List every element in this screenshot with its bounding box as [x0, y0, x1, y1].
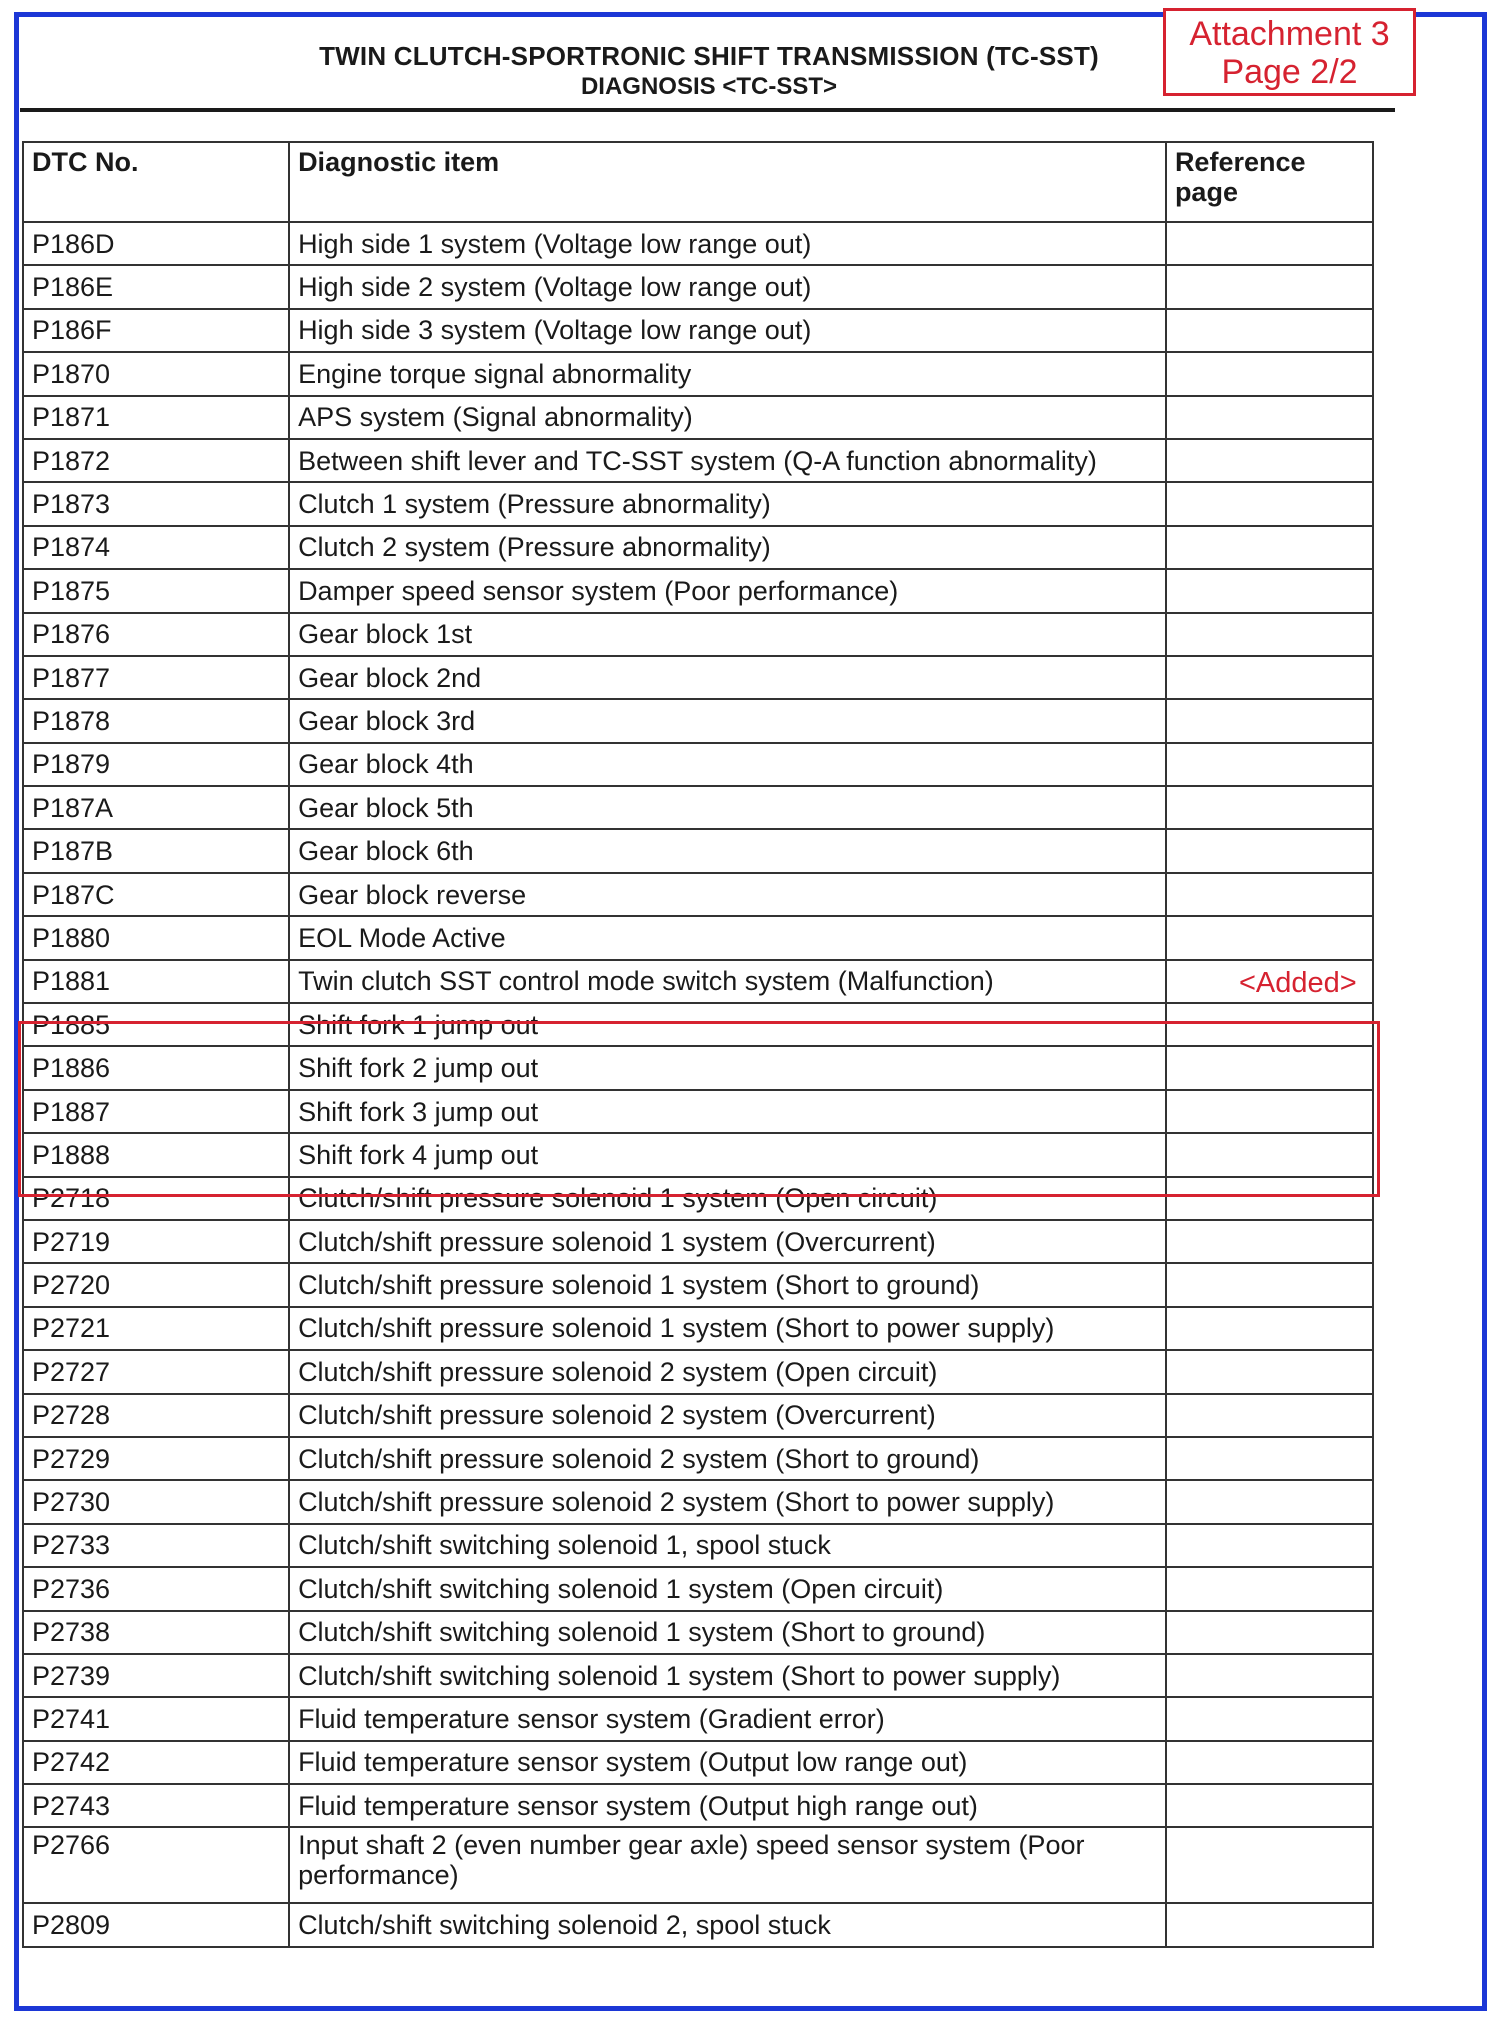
table-row — [23, 1903, 1373, 1946]
table-row — [23, 1350, 1373, 1393]
diagnostic-item-cell: Damper speed sensor system (Poor performance) — [289, 569, 1166, 612]
attachment-stamp — [1163, 8, 1416, 96]
diagnostic-item-cell: Fluid temperature sensor system (Gradient error) — [289, 1697, 1166, 1740]
table-row — [23, 482, 1373, 525]
diagnostic-item-cell: Shift fork 1 jump out — [289, 1003, 1166, 1046]
reference-page-cell — [1166, 829, 1373, 872]
reference-page-cell — [1166, 569, 1373, 612]
diagnostic-item-cell: Clutch/shift switching solenoid 1, spool stuck — [289, 1524, 1166, 1567]
dtc-code-cell: P2721 — [23, 1307, 289, 1350]
table-row — [23, 873, 1373, 916]
reference-page-cell — [1166, 656, 1373, 699]
table-row — [23, 829, 1373, 872]
dtc-code-cell: P2766 — [23, 1827, 289, 1903]
table-row — [23, 786, 1373, 829]
dtc-code-cell: P2730 — [23, 1480, 289, 1523]
reference-page-cell — [1166, 1437, 1373, 1480]
reference-page-cell — [1166, 1046, 1373, 1089]
dtc-code-cell: P1888 — [23, 1133, 289, 1176]
table-row — [23, 656, 1373, 699]
reference-page-cell — [1166, 1133, 1373, 1176]
reference-page-cell — [1166, 1611, 1373, 1654]
dtc-code-cell: P186F — [23, 309, 289, 352]
table-row — [23, 1611, 1373, 1654]
diagnostic-item-cell: Gear block 6th — [289, 829, 1166, 872]
dtc-code-cell: P1879 — [23, 743, 289, 786]
table-row — [23, 222, 1373, 265]
dtc-code-cell: P1870 — [23, 352, 289, 395]
reference-page-cell — [1166, 699, 1373, 742]
table-row — [23, 352, 1373, 395]
reference-page-cell — [1166, 265, 1373, 308]
dtc-code-cell: P2727 — [23, 1350, 289, 1393]
dtc-code-cell: P1873 — [23, 482, 289, 525]
diagnostic-item-cell: Clutch/shift switching solenoid 1 system (Short to power supply) — [289, 1654, 1166, 1697]
table-row — [23, 396, 1373, 439]
table-row — [23, 1177, 1373, 1220]
reference-page-cell — [1166, 222, 1373, 265]
reference-page-cell — [1166, 482, 1373, 525]
dtc-code-cell: P186E — [23, 265, 289, 308]
diagnostic-item-cell: Shift fork 3 jump out — [289, 1090, 1166, 1133]
dtc-code-cell: P1876 — [23, 613, 289, 656]
table-row — [23, 1090, 1373, 1133]
attachment-label: Attachment 3 — [1189, 15, 1390, 53]
dtc-code-cell: P2733 — [23, 1524, 289, 1567]
dtc-code-cell: P2739 — [23, 1654, 289, 1697]
dtc-code-cell: P1872 — [23, 439, 289, 482]
reference-page-cell — [1166, 1394, 1373, 1437]
diagnostic-item-cell: Fluid temperature sensor system (Output low range out) — [289, 1741, 1166, 1784]
table-row — [23, 1263, 1373, 1306]
reference-page-cell — [1166, 1827, 1373, 1903]
table-row — [23, 1567, 1373, 1610]
diagnostic-item-cell: Twin clutch SST control mode switch system (Malfunction) — [289, 960, 1166, 1003]
reference-page-cell — [1166, 1903, 1373, 1946]
table-row — [23, 526, 1373, 569]
diagnostic-item-cell: Between shift lever and TC-SST system (Q-A function abnormality) — [289, 439, 1166, 482]
table-row — [23, 439, 1373, 482]
table-row — [23, 1480, 1373, 1523]
document-title: TWIN CLUTCH-SPORTRONIC SHIFT TRANSMISSION (TC-SST) — [319, 41, 1099, 71]
diagnostic-item-cell: Clutch/shift pressure solenoid 1 system (Short to power supply) — [289, 1307, 1166, 1350]
reference-page-cell — [1166, 1524, 1373, 1567]
table-row — [23, 309, 1373, 352]
diagnostic-item-cell: Clutch/shift pressure solenoid 1 system (Open circuit) — [289, 1177, 1166, 1220]
dtc-code-cell: P2736 — [23, 1567, 289, 1610]
table-row — [23, 960, 1373, 1003]
table-row — [23, 699, 1373, 742]
reference-page-cell — [1166, 1741, 1373, 1784]
diagnostic-item-cell: Shift fork 2 jump out — [289, 1046, 1166, 1089]
table-row — [23, 916, 1373, 959]
dtc-code-cell: P1871 — [23, 396, 289, 439]
column-header-dtc: DTC No. — [23, 142, 289, 222]
dtc-code-cell: P2743 — [23, 1784, 289, 1827]
diagnostic-item-cell: Gear block 1st — [289, 613, 1166, 656]
reference-page-cell — [1166, 916, 1373, 959]
column-header-item: Diagnostic item — [289, 142, 1166, 222]
dtc-code-cell: P2728 — [23, 1394, 289, 1437]
dtc-code-cell: P2719 — [23, 1220, 289, 1263]
reference-page-cell — [1166, 613, 1373, 656]
reference-page-cell — [1166, 1090, 1373, 1133]
dtc-code-cell: P187B — [23, 829, 289, 872]
table-row — [23, 743, 1373, 786]
table-header-row — [23, 142, 1373, 222]
table-body — [23, 222, 1373, 1947]
reference-page-cell — [1166, 1220, 1373, 1263]
dtc-code-cell: P186D — [23, 222, 289, 265]
dtc-code-cell: P1880 — [23, 916, 289, 959]
reference-page-cell — [1166, 1697, 1373, 1740]
column-header-ref: Reference page — [1166, 142, 1373, 222]
reference-page-cell — [1166, 743, 1373, 786]
table-row — [23, 1003, 1373, 1046]
reference-page-cell — [1166, 1263, 1373, 1306]
diagnostic-item-cell: Clutch/shift switching solenoid 1 system (Open circuit) — [289, 1567, 1166, 1610]
table-row — [23, 1046, 1373, 1089]
diagnostic-item-cell: APS system (Signal abnormality) — [289, 396, 1166, 439]
table-row — [23, 1827, 1373, 1903]
table-row — [23, 613, 1373, 656]
dtc-code-cell: P187C — [23, 873, 289, 916]
reference-page-cell — [1166, 873, 1373, 916]
diagnostic-item-cell: Gear block 5th — [289, 786, 1166, 829]
table-row — [23, 1524, 1373, 1567]
diagnostic-item-cell: Clutch/shift switching solenoid 1 system (Short to ground) — [289, 1611, 1166, 1654]
table-row — [23, 1220, 1373, 1263]
reference-page-cell — [1166, 1567, 1373, 1610]
document-subtitle: DIAGNOSIS <TC-SST> — [580, 73, 838, 100]
reference-page-cell — [1166, 439, 1373, 482]
table-row — [23, 1133, 1373, 1176]
diagnostic-item-cell: Gear block 2nd — [289, 656, 1166, 699]
dtc-code-cell: P2729 — [23, 1437, 289, 1480]
reference-page-cell — [1166, 786, 1373, 829]
diagnostic-item-cell: EOL Mode Active — [289, 916, 1166, 959]
diagnostic-item-cell: Shift fork 4 jump out — [289, 1133, 1166, 1176]
reference-page-cell — [1166, 1480, 1373, 1523]
dtc-code-cell: P1878 — [23, 699, 289, 742]
reference-page-cell — [1166, 1784, 1373, 1827]
diagnostic-item-cell: Gear block reverse — [289, 873, 1166, 916]
table-row — [23, 1784, 1373, 1827]
header-divider — [20, 108, 1395, 112]
table-row — [23, 1741, 1373, 1784]
diagnostic-item-cell: Fluid temperature sensor system (Output high range out) — [289, 1784, 1166, 1827]
dtc-code-cell: P2720 — [23, 1263, 289, 1306]
dtc-code-cell: P1875 — [23, 569, 289, 612]
diagnostic-item-cell: Clutch/shift pressure solenoid 2 system (Short to ground) — [289, 1437, 1166, 1480]
reference-page-cell — [1166, 1350, 1373, 1393]
diagnostic-item-cell: Engine torque signal abnormality — [289, 352, 1166, 395]
dtc-code-cell: P1877 — [23, 656, 289, 699]
table-row — [23, 1437, 1373, 1480]
table-row — [23, 265, 1373, 308]
table-row — [23, 1697, 1373, 1740]
diagnostic-item-cell: Clutch/shift switching solenoid 2, spool stuck — [289, 1903, 1166, 1946]
dtc-code-cell: P1874 — [23, 526, 289, 569]
diagnostic-item-cell: High side 2 system (Voltage low range out) — [289, 265, 1166, 308]
dtc-code-cell: P1887 — [23, 1090, 289, 1133]
dtc-code-cell: P1881 — [23, 960, 289, 1003]
added-label: <Added> — [1235, 966, 1361, 1000]
diagnostic-item-cell: Gear block 3rd — [289, 699, 1166, 742]
dtc-code-cell: P1886 — [23, 1046, 289, 1089]
dtc-code-cell: P2741 — [23, 1697, 289, 1740]
diagnostic-item-cell: Clutch/shift pressure solenoid 2 system (Overcurrent) — [289, 1394, 1166, 1437]
table-row — [23, 1307, 1373, 1350]
diagnostic-item-cell: Input shaft 2 (even number gear axle) speed sensor system (Poor performance) — [289, 1827, 1166, 1903]
table-row — [23, 569, 1373, 612]
reference-page-cell — [1166, 309, 1373, 352]
diagnostic-item-cell: High side 3 system (Voltage low range out) — [289, 309, 1166, 352]
diagnostic-item-cell: Clutch/shift pressure solenoid 2 system (Short to power supply) — [289, 1480, 1166, 1523]
table-row — [23, 1654, 1373, 1697]
dtc-code-cell: P2742 — [23, 1741, 289, 1784]
attachment-page: Page 2/2 — [1221, 53, 1358, 91]
reference-page-cell — [1166, 396, 1373, 439]
diagnostic-item-cell: Clutch 1 system (Pressure abnormality) — [289, 482, 1166, 525]
reference-page-cell — [1166, 1177, 1373, 1220]
dtc-code-cell: P2738 — [23, 1611, 289, 1654]
table-row — [23, 1394, 1373, 1437]
reference-page-cell — [1166, 526, 1373, 569]
diagnostic-item-cell: Clutch/shift pressure solenoid 1 system (Short to ground) — [289, 1263, 1166, 1306]
dtc-code-cell: P1885 — [23, 1003, 289, 1046]
dtc-code-cell: P2718 — [23, 1177, 289, 1220]
diagnostic-item-cell: Clutch 2 system (Pressure abnormality) — [289, 526, 1166, 569]
diagnostic-item-cell: Clutch/shift pressure solenoid 2 system (Open circuit) — [289, 1350, 1166, 1393]
reference-page-cell — [1166, 1003, 1373, 1046]
dtc-table — [22, 141, 1374, 1948]
dtc-code-cell: P187A — [23, 786, 289, 829]
diagnostic-item-cell: High side 1 system (Voltage low range out) — [289, 222, 1166, 265]
reference-page-cell — [1166, 1654, 1373, 1697]
reference-page-cell — [1166, 352, 1373, 395]
diagnostic-item-cell: Gear block 4th — [289, 743, 1166, 786]
diagnostic-item-cell: Clutch/shift pressure solenoid 1 system (Overcurrent) — [289, 1220, 1166, 1263]
reference-page-cell — [1166, 1307, 1373, 1350]
dtc-code-cell: P2809 — [23, 1903, 289, 1946]
